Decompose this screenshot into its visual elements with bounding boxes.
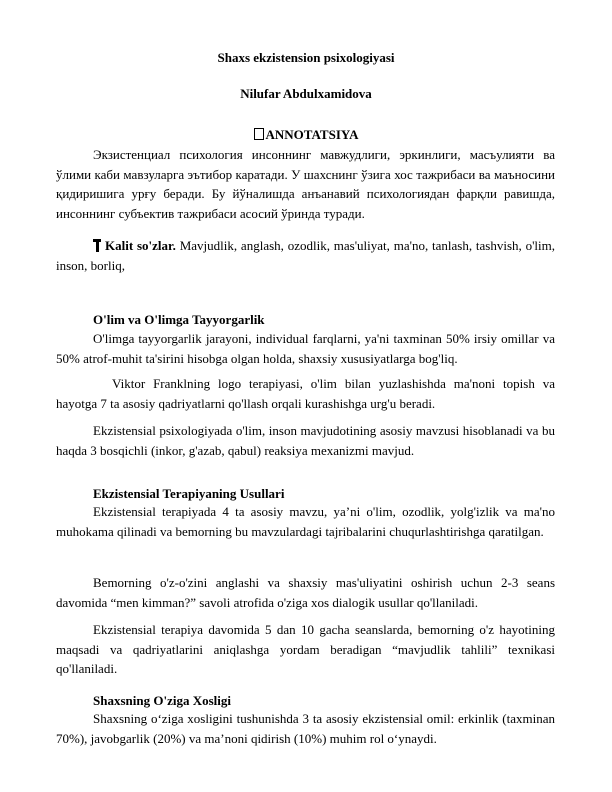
annotation-heading (0, 127, 612, 143)
keywords-text: Mavjudlik, anglash, ozodlik, mas'uliyat, ma'no, tanlash, tashvish, o'lim, inson, borliq, (56, 238, 556, 273)
section-paragraph: Viktor Franklning logo terapiyasi, o'lim bilan yuzlashishda ma'noni topish va hayotga 7 ta asosiy qadriyatlarni qo'llash orqali kurashishga urg'u beradi. (56, 376, 555, 411)
annotation-heading-text: ANNOTATSIYA (265, 127, 359, 142)
annotation-paragraph: Экзистенциал психология инсоннинг мавжудлиги, эркинлиги, масъулияти ва ўлими каби мавзуларга эътибор каратади. У шахснинг ўзига хос тажрибаси ва маъносини қидиришига урғу беради. Бу йўналишда анъанавий психологиядан фарқли равишда, инсоннинг субъектив тажрибаси асосий ўринда туради. (56, 147, 555, 221)
section-paragraph: Ekzistensial terapiyada 4 ta asosiy mavzu, ya’ni o'lim, ozodlik, yolg'izlik va ma'no muhokama qilinadi va bemorning bu mavzulardagi tajribalarini chuqurlashtirishga qaratilgan. (56, 504, 555, 539)
section-heading: O'lim va O'limga Tayyorgarlik (93, 312, 265, 327)
section-paragraph: Ekzistensial terapiya davomida 5 dan 10 gacha seanslarda, bemorning o'z hayotining maqsadi va qadriyatlarini aniqlashga yordam beradigan “mavjudlik tahlili” texnikasi qo'llaniladi. (56, 622, 555, 676)
keyword-marker-icon (93, 239, 101, 252)
section-paragraph: Shaxsning o‘ziga xosligini tushunishda 3 ta asosiy ekzistensial omil: erkinlik (taxminan 70%), javobgarlik (20%) va ma’noni qidirish (10%) muhim rol o‘ynaydi. (56, 711, 555, 746)
section-heading: Ekzistensial Terapiyaning Usullari (93, 486, 285, 501)
placeholder-box-icon (254, 128, 264, 140)
section-paragraph: O'limga tayyorgarlik jarayoni, individual farqlarni, ya'ni taxminan 50% irsiy omillar va 50% atrof-muhit ta'sirini hisobga olgan holda, shaxsiy xususiyatlarga bog'liq. (56, 331, 555, 366)
keywords-label: Kalit so'zlar. (105, 238, 176, 253)
section-heading: Shaxsning O'ziga Xosligi (93, 693, 231, 708)
section-paragraph: Ekzistensial psixologiyada o'lim, inson mavjudotining asosiy mavzusi hisoblanadi va bu haqda 3 bosqichli (inkor, g'azab, qabul) reaksiya mexanizmi mavjud. (56, 423, 555, 458)
section-paragraph: Bemorning o'z-o'zini anglashi va shaxsiy mas'uliyatini oshirish uchun 2-3 seans davomida “men kimman?” savoli atrofida o'ziga xos dialogik usullar qo'llaniladi. (56, 575, 555, 610)
document-title: Shaxs ekzistension psixologiyasi (217, 50, 395, 65)
keywords-paragraph (56, 236, 555, 275)
document-author: Nilufar Abdulxamidova (240, 86, 372, 101)
